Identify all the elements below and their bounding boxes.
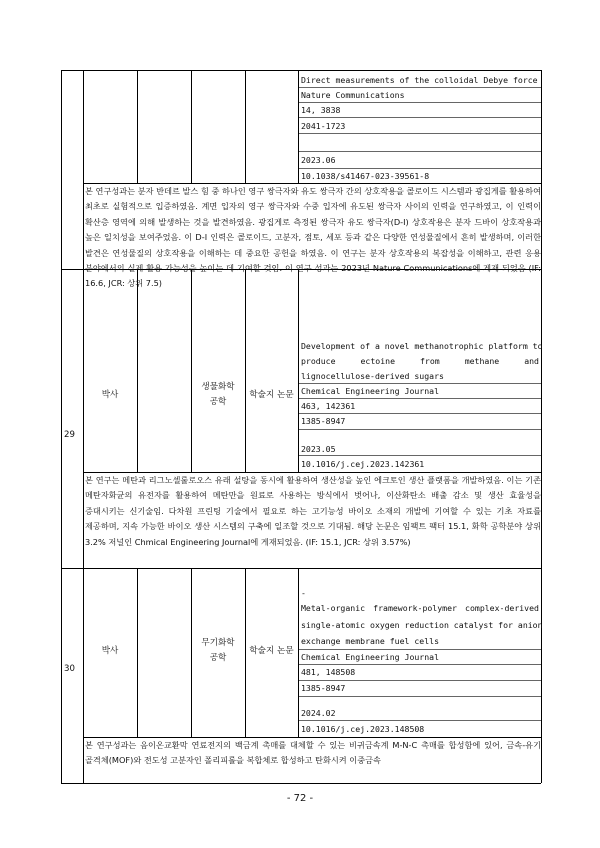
field-line-1: 생물화학 bbox=[201, 382, 235, 392]
r29-pub-line bbox=[299, 398, 541, 399]
publication-journal: Chemical Engineering Journal bbox=[301, 652, 440, 662]
page-number: - 72 - bbox=[286, 793, 314, 804]
publication-type: 학술지 논문 bbox=[249, 390, 294, 400]
publication-volume: 14, 3838 bbox=[301, 105, 341, 115]
title-word: methane bbox=[464, 356, 500, 366]
title-word: complex-derived bbox=[465, 603, 539, 613]
degree: 박사 bbox=[101, 646, 119, 656]
publication-type: 학술지 논문 bbox=[249, 646, 294, 656]
publication-issn: 1385-8947 bbox=[301, 416, 346, 426]
title-word: ectoine bbox=[360, 356, 396, 366]
publication-title: Direct measurements of the colloidal Debye force bbox=[301, 75, 538, 85]
row-28-col-divider-3 bbox=[245, 70, 246, 183]
field-line-2: 공학 bbox=[209, 653, 227, 663]
research-summary: 본 연구는 메탄과 리그노셀룰로오스 유래 설탕을 동시에 활용하여 생산성을 높인 에크토인 생산 플랫폼을 개발하였음. 이는 기존 메탄자화균의 유전자를 활용하여 메탄만을 원료로 사용하는 방식에서 벗어나, 이산화탄소 배출 감소 및 생산 효율성을 증대시키는 신기술임. 다차원 프린팅 기술에서 필요로 하는 고기능성 바이오 소재의 개발에 기여할 수 있는 기초 자료를 제공하며, 지속 가능한 바이오 생산 시스템의 구축에 일조할 것으로 기대됨. 해당 논문은 임팩트 팩터 15.1, 화학 공학분야 상위 3.2% 저널인 Chmical Engineering Journal에 게재되었음. (IF: 15.1, JCR: 상위 3.57%) bbox=[85, 475, 541, 547]
publication-volume: 463, 142361 bbox=[301, 401, 356, 411]
r28-pub-line bbox=[299, 168, 541, 169]
row-30-col-divider-1 bbox=[137, 568, 138, 737]
publication-journal: Nature Communications bbox=[301, 90, 405, 100]
degree: 박사 bbox=[101, 390, 119, 400]
row-29-col-divider-4 bbox=[298, 269, 299, 472]
r28-pub-line bbox=[299, 151, 541, 152]
r30-pub-line bbox=[299, 680, 541, 681]
row-28-col-divider-2 bbox=[191, 70, 192, 183]
table-bottom-border bbox=[61, 783, 541, 784]
r29-pub-line bbox=[299, 383, 541, 384]
title-word: framework-polymer bbox=[373, 603, 457, 613]
publication-title: Development of a novel methanotrophic platform to bbox=[301, 341, 543, 351]
title-word: produce bbox=[301, 356, 336, 366]
row-number: 30 bbox=[64, 664, 75, 674]
r28-pub-line bbox=[299, 117, 541, 118]
publication-date: 2024.02 bbox=[301, 708, 336, 718]
research-summary: 본 연구성과는 분자 반데르 발스 힘 중 하나인 영구 쌍극자와 유도 쌍극자 간의 상호작용을 콜로이드 시스템과 광집게를 활용하여 최초로 실험적으로 입증하였음. 계면 입자의 영구 쌍극자와 수중 입자에 유도된 쌍극자 사이의 인력을 연구하였고, 이 인력이 확산층 영역에 의해 발생하는 것을 발견하였음. 광집게로 측정된 쌍극자 유도 쌍극자(D-I) 상호작용은 분자 드바이 상호작용과 높은 일치성을 보여주었음. 이 D-I 인력은 콜로이드, 고분자, 점토, 세포 등과 같은 다양한 연성물질에서 흔히 발생하며, 이러한 발견은 연성물질의 상호작용을 이해하는 데 중요한 공헌을 하였음. 이 연구는 분자 상호작용의 복잡성을 이해하고, 관련 응용 분야에서의 실제 활용 가능성을 높이는 데 기여할 것임. 이 연구 성과는 2023년 Nature Communications에 게재 되었음 (IF: 16.6, JCR: 상위 7.5) bbox=[85, 186, 541, 289]
r28-pub-line bbox=[299, 133, 541, 134]
publication-journal: Chemical Engineering Journal bbox=[301, 386, 440, 396]
publication-doi: 10.1016/j.cej.2023.148508 bbox=[301, 724, 425, 734]
row-30-col-divider-4 bbox=[298, 568, 299, 737]
publication-issn: 2041-1723 bbox=[301, 121, 346, 131]
number-column-divider bbox=[83, 70, 84, 783]
publication-issn: 1385-8947 bbox=[301, 683, 346, 693]
row-number: 29 bbox=[64, 430, 75, 440]
title-word: and bbox=[524, 356, 539, 366]
publication-title bbox=[301, 356, 539, 367]
publication-doi: 10.1016/j.cej.2023.142361 bbox=[301, 459, 425, 469]
publication-title-dash: - bbox=[301, 588, 306, 598]
r30-pub-line bbox=[299, 649, 541, 650]
r30-pub-line bbox=[299, 664, 541, 665]
title-word: Metal-organic bbox=[301, 603, 366, 613]
r29-pub-line bbox=[299, 413, 541, 414]
r29-pub-line bbox=[299, 455, 541, 456]
title-word: from bbox=[420, 356, 440, 366]
publication-doi: 10.1038/s41467-023-39561-8 bbox=[301, 171, 430, 181]
r28-pub-line bbox=[299, 87, 541, 88]
row-29-col-divider-1 bbox=[137, 269, 138, 472]
row-28-col-divider-1 bbox=[137, 70, 138, 183]
research-summary: 본 연구성과는 음이온교환막 연료전지의 백금계 촉매를 대체할 수 있는 비귀금속계 M-N-C 촉매를 합성함에 있어, 금속-유기 골격체(MOF)와 전도성 고분자인 폴리피롤을 복합체로 합성하고 탄화시켜 이중금속 bbox=[85, 740, 541, 766]
publication-title: exchange membrane fuel cells bbox=[301, 636, 440, 646]
row-29-col-divider-3 bbox=[245, 269, 246, 472]
field-line-2: 공학 bbox=[209, 397, 227, 407]
row-29-col-divider-2 bbox=[191, 269, 192, 472]
publication-title bbox=[301, 603, 539, 614]
r30-pub-line bbox=[299, 696, 541, 697]
publication-volume: 481, 148508 bbox=[301, 667, 356, 677]
publication-title: single-atomic oxygen reduction catalyst for anion bbox=[301, 620, 543, 630]
r30-pub-line bbox=[299, 720, 541, 721]
publication-date: 2023.05 bbox=[301, 444, 336, 454]
r28-pub-line bbox=[299, 102, 541, 103]
field-line-1: 무기화학 bbox=[201, 638, 235, 648]
publication-title: lignocellulose-derived sugars bbox=[301, 371, 444, 381]
r29-pub-line bbox=[299, 429, 541, 430]
table-right-border bbox=[541, 70, 542, 783]
table-top-border bbox=[61, 70, 541, 71]
row-29-bottom bbox=[61, 568, 541, 569]
publication-date: 2023.06 bbox=[301, 155, 336, 165]
table-left-border bbox=[61, 70, 62, 783]
